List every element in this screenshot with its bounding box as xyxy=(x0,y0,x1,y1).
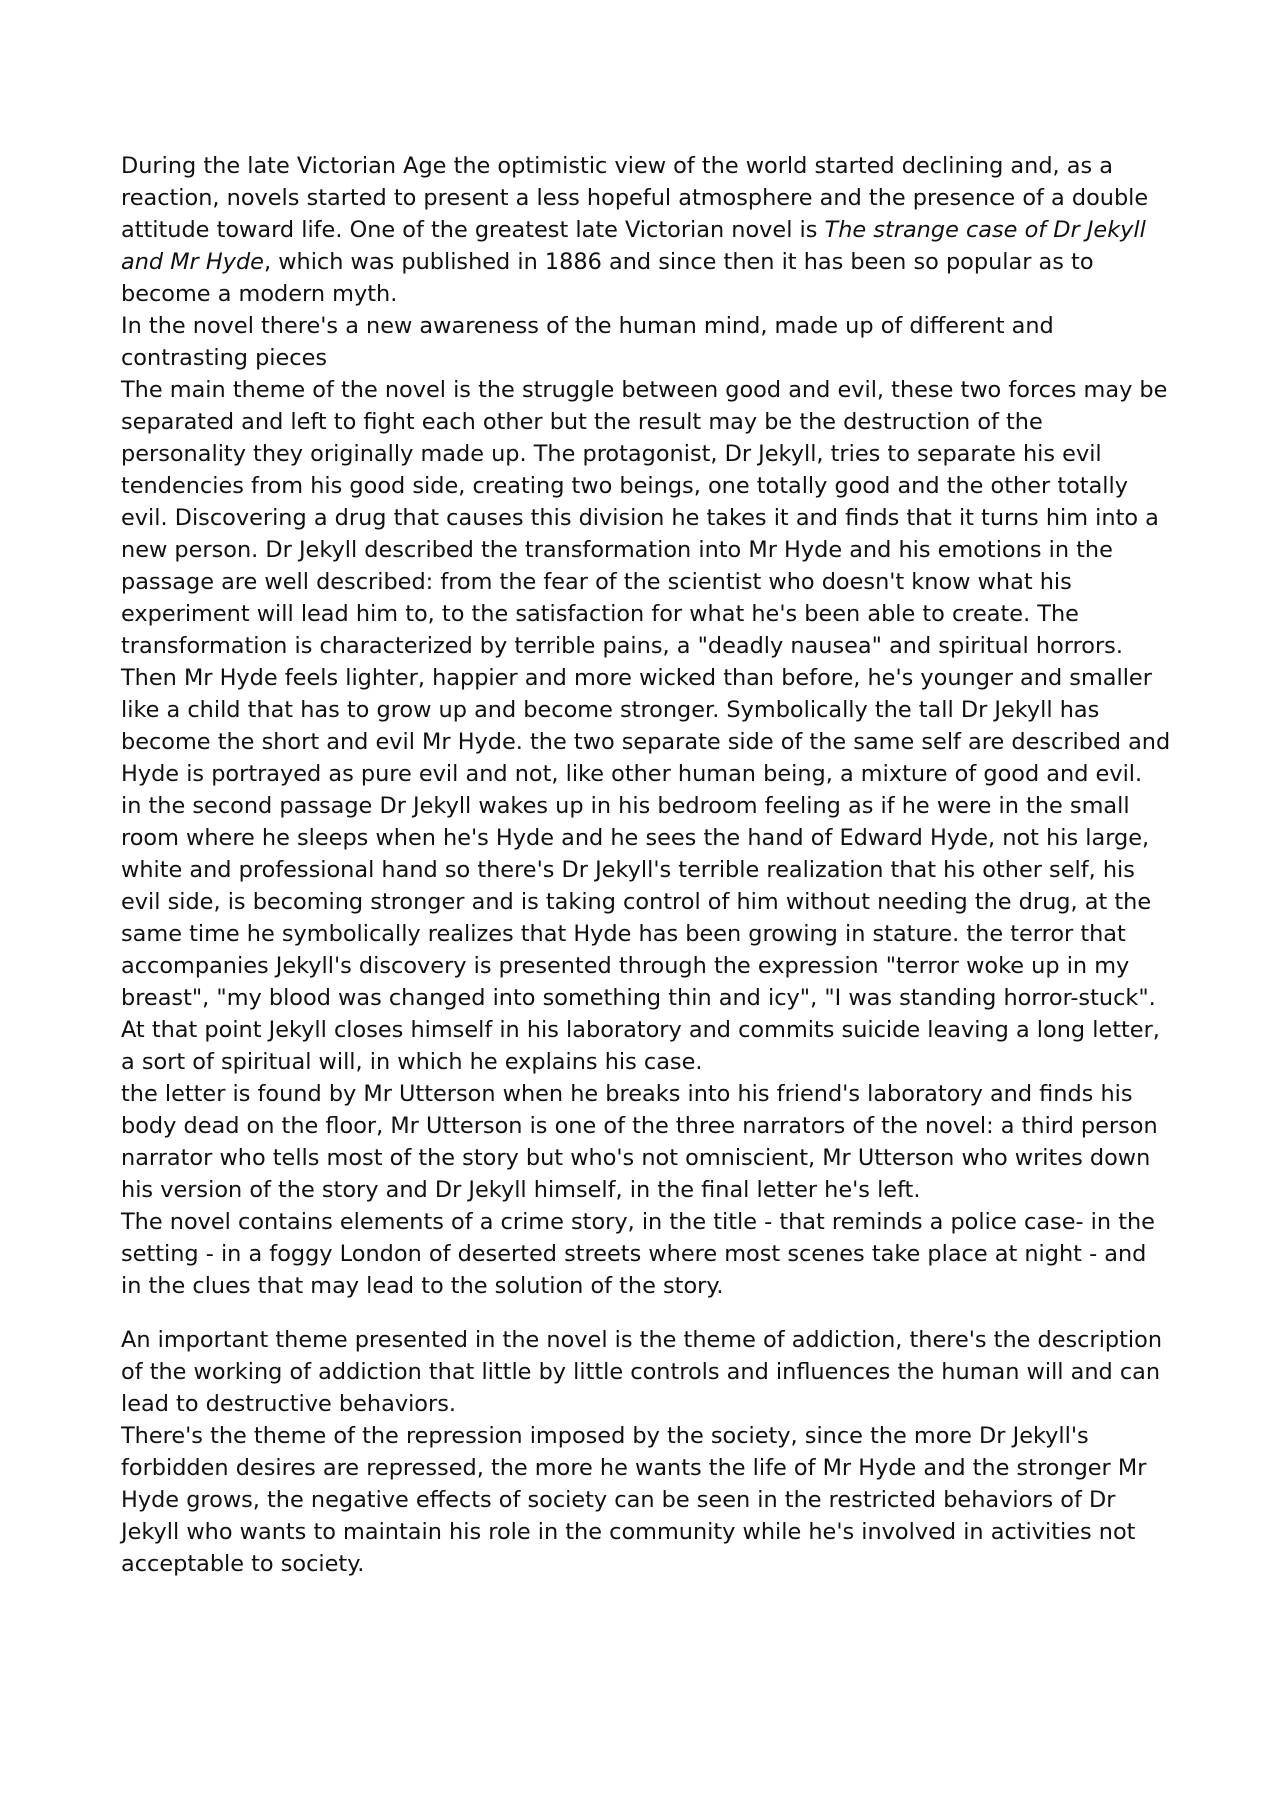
novel-title: The strange case of Dr Jekyll and Mr Hyde xyxy=(121,217,1146,275)
paragraph-intro-text-start: During the late Victorian Age the optimistic view of the world started declining and, as a reaction, novels started to present a less hopeful atmosphere and the presence of a double attitude toward life. One of the greatest late Victorian novel is xyxy=(121,153,1149,243)
paragraph-repression: There's the theme of the repression imposed by the society, since the more Dr Jekyll's forbidden desires are repressed, the more he wants the life of Mr Hyde and the stronger Mr Hyde grows, the negative effects of society can be seen in the restricted behaviors of Dr Jekyll who wants to maintain his role in the community while he's involved in activities not acceptable to society. xyxy=(121,1423,1147,1577)
paragraph-intro xyxy=(121,150,1171,310)
paragraph-narrators: the letter is found by Mr Utterson when he breaks into his friend's laboratory and finds his body dead on the floor, Mr Utterson is one of the three narrators of the novel: a third person narrator who tells most of the story but who's not omniscient, Mr Utterson who writes down his version of the story and Dr Jekyll himself, in the final letter he's left. xyxy=(121,1081,1158,1203)
paragraph-intro-text-end: , which was published in 1886 and since then it has been so popular as to become a modern myth. xyxy=(121,249,1094,307)
paragraph-crime-story: The novel contains elements of a crime story, in the title - that reminds a police case- in the setting - in a foggy London of deserted streets where most scenes take place at night - and in the clues that may lead to the solution of the story. xyxy=(121,1209,1155,1299)
paragraph-suicide: At that point Jekyll closes himself in his laboratory and commits suicide leaving a long letter, a sort of spiritual will, in which he explains his case. xyxy=(121,1017,1160,1075)
paragraph-human-mind: In the novel there's a new awareness of the human mind, made up of different and contrasting pieces xyxy=(121,313,1054,371)
document-body xyxy=(121,150,1171,1580)
paragraph-main-theme: The main theme of the novel is the struggle between good and evil, these two forces may be separated and left to fight each other but the result may be the destruction of the personality they originally made up. The protagonist, Dr Jekyll, tries to separate his evil tendencies from his good side, creating two beings, one totally good and the other totally evil. Discovering a drug that causes this division he takes it and finds that it turns him into a new person. Dr Jekyll described the transformation into Mr Hyde and his emotions in the passage are well described: from the fear of the scientist who doesn't know what his experiment will lead him to, to the satisfaction for what he's been able to create. The transformation is characterized by terrible pains, a "deadly nausea" and spiritual horrors. Then Mr Hyde feels lighter, happier and more wicked than before, he's younger and smaller like a child that has to grow up and become stronger. Symbolically the tall Dr Jekyll has become the short and evil Mr Hyde. the two separate side of the same self are described and Hyde is portrayed as pure evil and not, like other human being, a mixture of good and evil. xyxy=(121,377,1171,787)
paragraph-addiction: An important theme presented in the novel is the theme of addiction, there's the description of the working of addiction that little by little controls and influences the human will and can lead to destructive behaviors. xyxy=(121,1327,1163,1417)
paragraph-second-passage: in the second passage Dr Jekyll wakes up in his bedroom feeling as if he were in the small room where he sleeps when he's Hyde and he sees the hand of Edward Hyde, not his large, white and professional hand so there's Dr Jekyll's terrible realization that his other self, his evil side, is becoming stronger and is taking control of him without needing the drug, at the same time he symbolically realizes that Hyde has been growing in stature. the terror that accompanies Jekyll's discovery is presented through the expression "terror woke up in my breast", "my blood was changed into something thin and icy", "I was standing horror-stuck". xyxy=(121,793,1156,1011)
